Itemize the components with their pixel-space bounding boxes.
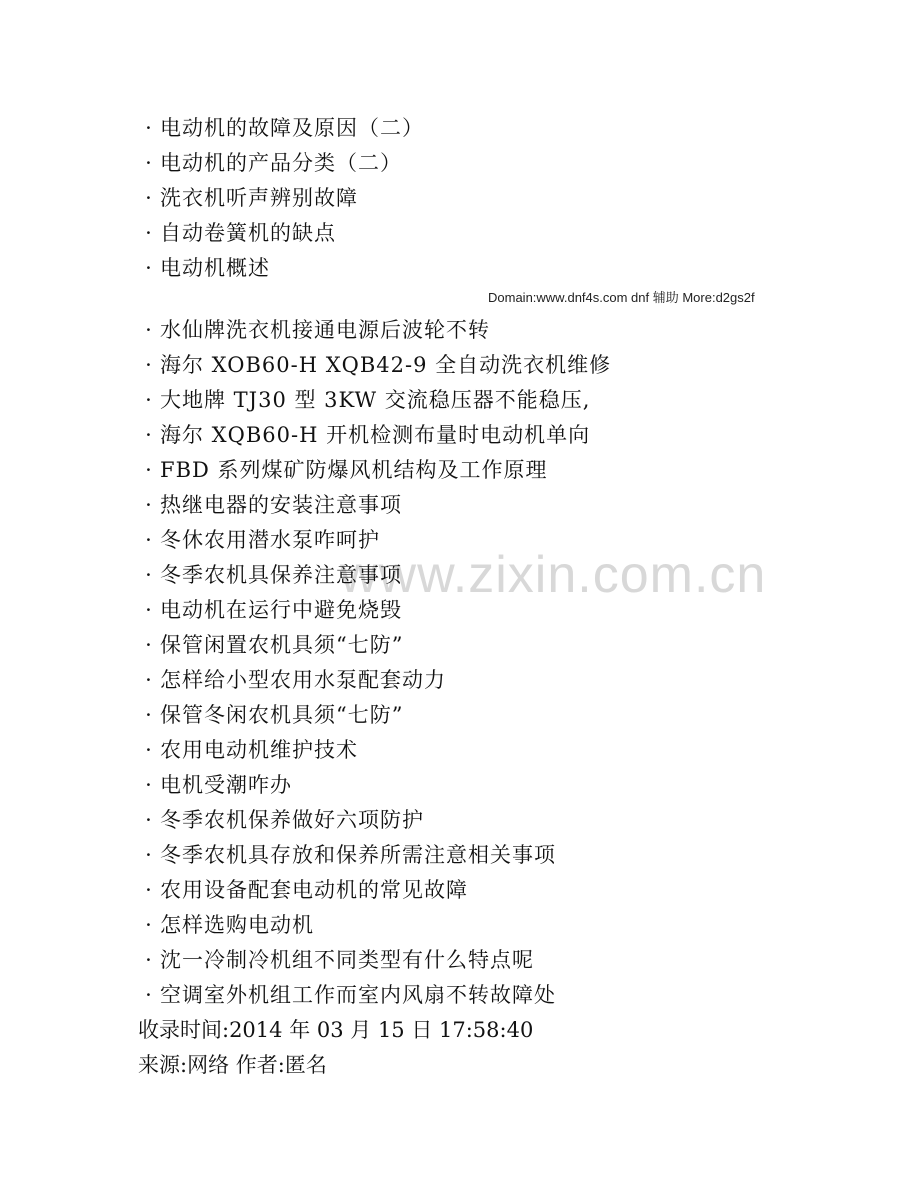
bullet: · — [145, 493, 153, 517]
record-time: 收录时间:2014 年 03 月 15 日 17:58:40 — [138, 1018, 534, 1042]
list-item[interactable] — [138, 876, 468, 904]
list-item-text: 电动机的故障及原因（二） — [160, 116, 424, 140]
list-item[interactable] — [138, 456, 548, 484]
bullet: · — [145, 116, 153, 140]
bullet: · — [145, 598, 153, 622]
watermark: www.zixin.com.cn — [340, 546, 767, 604]
list-item[interactable] — [138, 114, 424, 142]
bullet: · — [145, 563, 153, 587]
bullet: · — [145, 318, 153, 342]
bullet: · — [145, 423, 153, 447]
list-item[interactable] — [138, 666, 446, 694]
bullet: · — [145, 151, 153, 175]
list-item-text: 冬休农用潜水泵咋呵护 — [160, 528, 380, 552]
source-author: 来源:网络 作者:匿名 — [138, 1053, 327, 1077]
bullet: · — [145, 983, 153, 1007]
bullet: · — [145, 221, 153, 245]
list-item[interactable] — [138, 946, 534, 974]
list-item-text: 海尔 XOB60-H XQB42-9 全自动洗衣机维修 — [160, 353, 612, 377]
bullet: · — [145, 948, 153, 972]
list-item-text: 保管闲置农机具须“七防” — [160, 633, 404, 657]
list-item[interactable] — [138, 596, 402, 624]
bullet: · — [145, 703, 153, 727]
list-item-text: 沈一冷制冷机组不同类型有什么特点呢 — [160, 948, 534, 972]
list-item-text: 电机受潮咋办 — [160, 773, 292, 797]
list-item[interactable] — [138, 386, 590, 414]
bullet: · — [145, 256, 153, 280]
list-item-text: 电动机概述 — [160, 256, 270, 280]
list-item-text: 农用设备配套电动机的常见故障 — [160, 878, 468, 902]
bullet: · — [145, 528, 153, 552]
list-item-text: 农用电动机维护技术 — [160, 738, 358, 762]
list-item[interactable] — [138, 701, 403, 729]
bullet: · — [145, 878, 153, 902]
list-item-text: 冬季农机保养做好六项防护 — [160, 808, 424, 832]
list-item[interactable] — [138, 421, 590, 449]
list-item[interactable] — [138, 149, 402, 177]
list-item[interactable] — [138, 911, 314, 939]
domain-line: Domain:www.dnf4s.com dnf 辅助 More:d2gs2f — [488, 290, 755, 305]
list-item-text: 电动机在运行中避免烧毁 — [160, 598, 402, 622]
list-item-text: 冬季农机具存放和保养所需注意相关事项 — [160, 843, 556, 867]
bullet: · — [145, 738, 153, 762]
bullet: · — [145, 388, 153, 412]
list-item[interactable] — [138, 351, 611, 379]
list-item-text: 大地牌 TJ30 型 3KW 交流稳压器不能稳压, — [160, 388, 591, 412]
list-item-text: FBD 系列煤矿防爆风机结构及工作原理 — [160, 458, 548, 482]
bullet: · — [145, 668, 153, 692]
list-item[interactable] — [138, 561, 402, 589]
list-item[interactable] — [138, 981, 556, 1009]
list-item[interactable] — [138, 771, 292, 799]
list-item[interactable] — [138, 526, 380, 554]
list-item[interactable] — [138, 806, 424, 834]
bullet: · — [145, 808, 153, 832]
list-item[interactable] — [138, 631, 403, 659]
list-item-text: 自动卷簧机的缺点 — [160, 221, 336, 245]
list-item[interactable] — [138, 184, 358, 212]
bullet: · — [145, 458, 153, 482]
list-item[interactable] — [138, 316, 490, 344]
list-item-text: 电动机的产品分类（二） — [160, 151, 402, 175]
list-item-text: 水仙牌洗衣机接通电源后波轮不转 — [160, 318, 490, 342]
list-item[interactable] — [138, 254, 270, 282]
bullet: · — [145, 353, 153, 377]
list-item[interactable] — [138, 491, 402, 519]
list-item-text: 洗衣机听声辨别故障 — [160, 186, 358, 210]
list-item[interactable] — [138, 736, 358, 764]
bullet: · — [145, 186, 153, 210]
bullet: · — [145, 773, 153, 797]
bullet: · — [145, 633, 153, 657]
list-item-text: 空调室外机组工作而室内风扇不转故障处 — [160, 983, 556, 1007]
list-item-text: 热继电器的安装注意事项 — [160, 493, 402, 517]
list-item-text: 怎样给小型农用水泵配套动力 — [160, 668, 446, 692]
list-item-text: 冬季农机具保养注意事项 — [160, 563, 402, 587]
list-item-text: 怎样选购电动机 — [160, 913, 314, 937]
list-item[interactable] — [138, 841, 556, 869]
list-item-text: 海尔 XQB60-H 开机检测布量时电动机单向 — [160, 423, 591, 447]
list-item[interactable] — [138, 219, 336, 247]
bullet: · — [145, 913, 153, 937]
list-item-text: 保管冬闲农机具须“七防” — [160, 703, 404, 727]
bullet: · — [145, 843, 153, 867]
